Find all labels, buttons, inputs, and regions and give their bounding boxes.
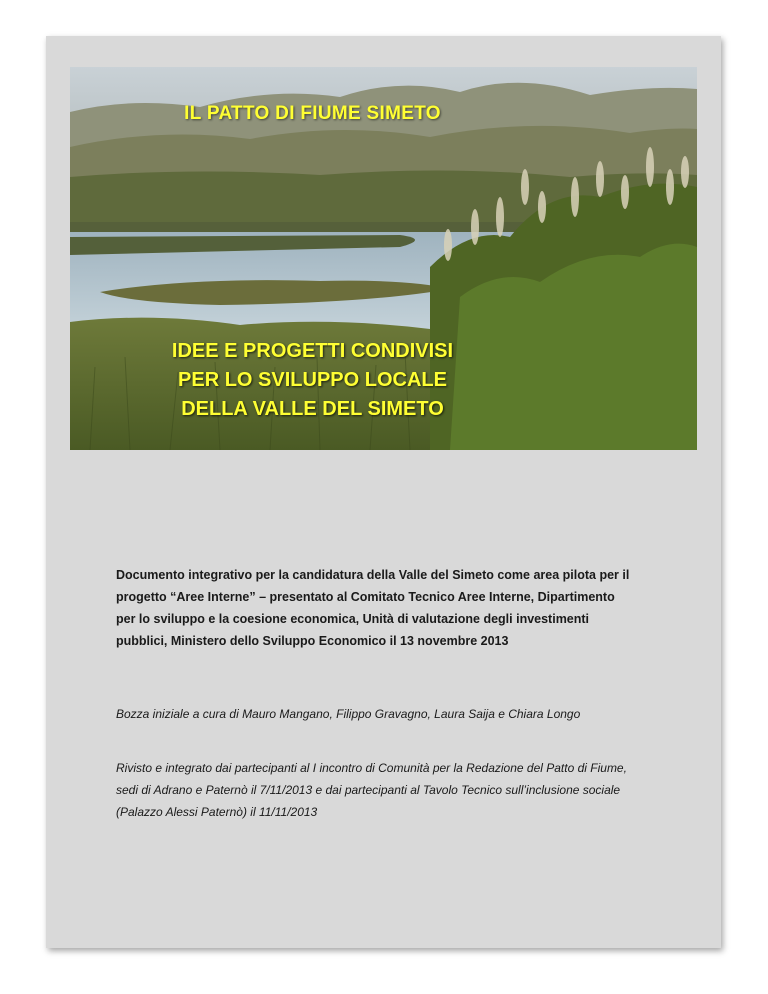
cover-subtitle-line: PER LO SVILUPPO LOCALE xyxy=(178,369,447,391)
authors-credits: Bozza iniziale a cura di Mauro Mangano, Filippo Gravagno, Laura Saija e Chiara Longo xyxy=(116,707,581,721)
document-description: Documento integrativo per la candidatura della Valle del Simeto come area pilota per il progetto “Aree Interne” – presentato al Comitato Tecnico Aree Interne, Dipartimento per lo sviluppo e la coesione economica, Unità di valutazione degli investimenti pubblici, Ministero dello Sviluppo Economico il 13 novembre 2013 xyxy=(116,568,630,648)
cover-subtitle-line: IDEE E PROGETTI CONDIVISI xyxy=(171,340,454,362)
review-note: Rivisto e integrato dai partecipanti al I incontro di Comunità per la Redazione del Patto di Fiume, sedi di Adrano e Paternò il 7/11/2013 e dai partecipanti al Tavolo Tecnico sull’inclusione sociale (Palazzo Alessi Paternò) il 11/11/2013 xyxy=(116,761,627,819)
document-page xyxy=(46,36,721,948)
cover-subtitle xyxy=(70,337,555,424)
cover-image xyxy=(70,67,697,450)
cover-title: IL PATTO DI FIUME SIMETO xyxy=(184,103,441,124)
cover-subtitle-line: DELLA VALLE DEL SIMETO xyxy=(181,398,444,420)
